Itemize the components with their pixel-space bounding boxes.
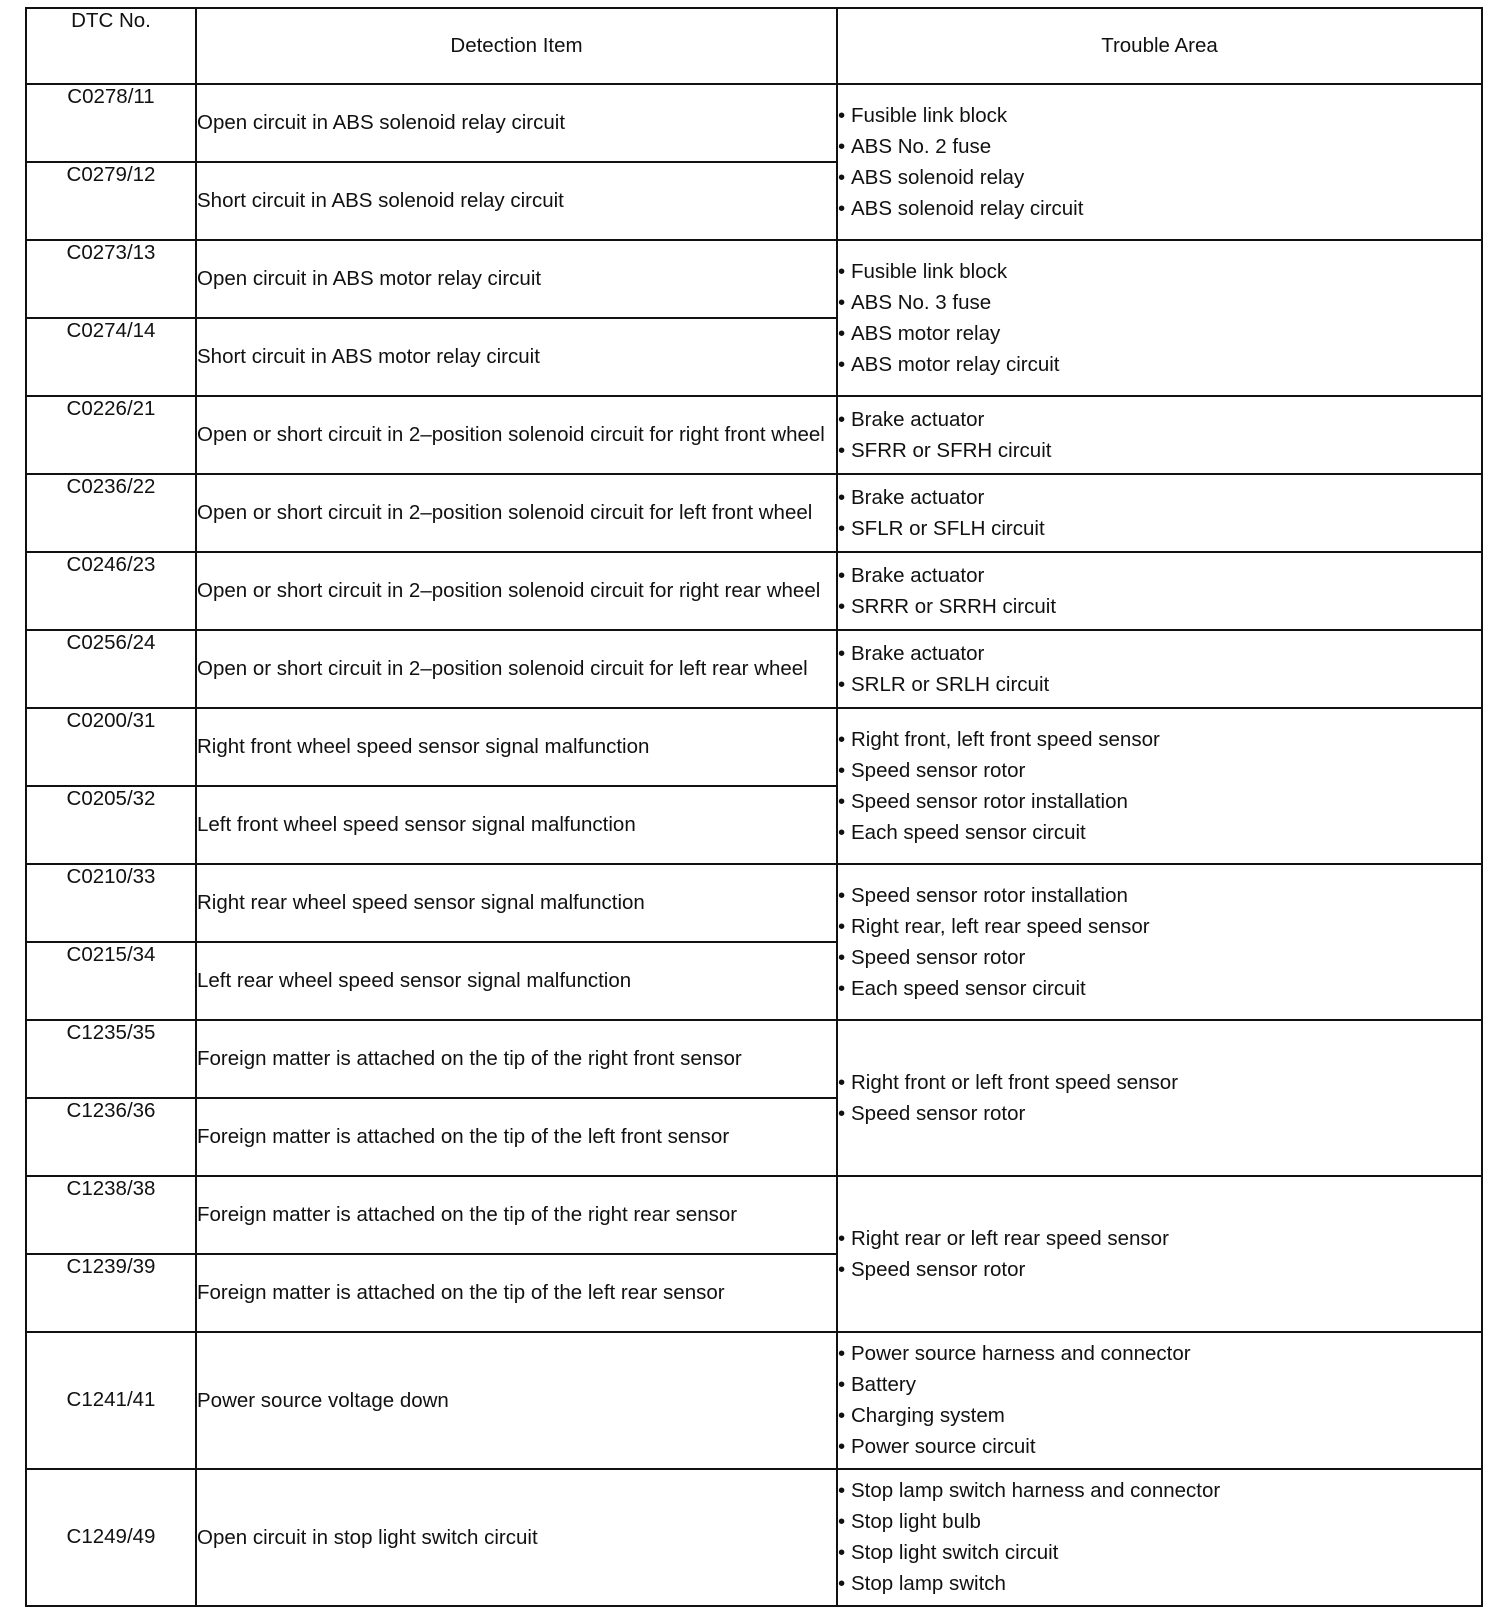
trouble-area-item: • Battery [838, 1369, 1481, 1400]
trouble-area-cell [837, 1469, 1482, 1606]
trouble-area-item: • SRRR or SRRH circuit [838, 591, 1481, 622]
trouble-area-item: • ABS No. 3 fuse [838, 287, 1481, 318]
table-row [26, 474, 1482, 552]
trouble-area-cell [837, 1332, 1482, 1469]
detection-item-cell: Open circuit in ABS motor relay circuit [196, 240, 837, 318]
trouble-area-item: • Stop light switch circuit [838, 1537, 1481, 1568]
trouble-area-item: • Speed sensor rotor [838, 942, 1481, 973]
table-row [26, 396, 1482, 474]
trouble-area-item: • ABS solenoid relay circuit [838, 193, 1481, 224]
dtc-code-cell: C0215/34 [26, 942, 196, 1020]
trouble-area-item: • Stop light bulb [838, 1506, 1481, 1537]
trouble-area-item: • Fusible link block [838, 100, 1481, 131]
dtc-code-cell: C1249/49 [26, 1469, 196, 1606]
trouble-area-item: • Right front or left front speed sensor [838, 1067, 1481, 1098]
trouble-area-cell [837, 630, 1482, 708]
trouble-area-cell [837, 474, 1482, 552]
trouble-area-item: • Speed sensor rotor [838, 755, 1481, 786]
trouble-area-item: • Each speed sensor circuit [838, 817, 1481, 848]
table-row [26, 1332, 1482, 1469]
dtc-code-cell: C1241/41 [26, 1332, 196, 1469]
trouble-area-item: • Brake actuator [838, 638, 1481, 669]
trouble-area-item: • ABS solenoid relay [838, 162, 1481, 193]
table-row [26, 708, 1482, 786]
trouble-area-cell [837, 240, 1482, 396]
trouble-area-list [838, 638, 1481, 700]
trouble-area-item: • Speed sensor rotor installation [838, 880, 1481, 911]
dtc-code-cell: C0273/13 [26, 240, 196, 318]
trouble-area-item: • SFRR or SFRH circuit [838, 435, 1481, 466]
dtc-code-cell: C0200/31 [26, 708, 196, 786]
dtc-code-cell: C0274/14 [26, 318, 196, 396]
dtc-code-cell: C0205/32 [26, 786, 196, 864]
table-row [26, 552, 1482, 630]
table-row [26, 1469, 1482, 1606]
header-row [26, 8, 1482, 84]
detection-item-cell: Right front wheel speed sensor signal malfunction [196, 708, 837, 786]
header-dtc-no: DTC No. [26, 8, 196, 84]
trouble-area-item: • Fusible link block [838, 256, 1481, 287]
header-trouble-area: Trouble Area [837, 8, 1482, 84]
detection-item-cell: Open or short circuit in 2–position solenoid circuit for right rear wheel [196, 552, 837, 630]
trouble-area-item: • Speed sensor rotor [838, 1254, 1481, 1285]
detection-item-cell: Power source voltage down [196, 1332, 837, 1469]
trouble-area-list [838, 1475, 1481, 1599]
trouble-area-cell [837, 1020, 1482, 1176]
dtc-table [25, 7, 1483, 1607]
trouble-area-list [838, 1223, 1481, 1285]
dtc-code-cell: C0256/24 [26, 630, 196, 708]
trouble-area-list [838, 1067, 1481, 1129]
trouble-area-item: • Brake actuator [838, 482, 1481, 513]
detection-item-cell: Left front wheel speed sensor signal malfunction [196, 786, 837, 864]
trouble-area-cell [837, 864, 1482, 1020]
detection-item-cell: Open circuit in stop light switch circuit [196, 1469, 837, 1606]
dtc-code-cell: C0236/22 [26, 474, 196, 552]
table-row [26, 1176, 1482, 1254]
detection-item-cell: Open or short circuit in 2–position solenoid circuit for left front wheel [196, 474, 837, 552]
trouble-area-item: • ABS motor relay [838, 318, 1481, 349]
dtc-code-cell: C0246/23 [26, 552, 196, 630]
trouble-area-list [838, 560, 1481, 622]
trouble-area-item: • Brake actuator [838, 404, 1481, 435]
trouble-area-cell [837, 708, 1482, 864]
trouble-area-item: • ABS motor relay circuit [838, 349, 1481, 380]
table-row [26, 630, 1482, 708]
detection-item-cell: Foreign matter is attached on the tip of the right front sensor [196, 1020, 837, 1098]
trouble-area-item: • Speed sensor rotor [838, 1098, 1481, 1129]
detection-item-cell: Short circuit in ABS motor relay circuit [196, 318, 837, 396]
trouble-area-list [838, 256, 1481, 380]
trouble-area-cell [837, 1176, 1482, 1332]
dtc-code-cell: C1239/39 [26, 1254, 196, 1332]
table-row [26, 84, 1482, 162]
trouble-area-item: • Right rear, left rear speed sensor [838, 911, 1481, 942]
trouble-area-cell [837, 552, 1482, 630]
dtc-code-cell: C1235/35 [26, 1020, 196, 1098]
table-row [26, 864, 1482, 942]
trouble-area-item: • ABS No. 2 fuse [838, 131, 1481, 162]
trouble-area-item: • Power source harness and connector [838, 1338, 1481, 1369]
dtc-code-cell: C1238/38 [26, 1176, 196, 1254]
dtc-code-cell: C0210/33 [26, 864, 196, 942]
dtc-code-cell: C0226/21 [26, 396, 196, 474]
trouble-area-item: • Stop lamp switch [838, 1568, 1481, 1599]
trouble-area-item: • Speed sensor rotor installation [838, 786, 1481, 817]
dtc-code-cell: C1236/36 [26, 1098, 196, 1176]
trouble-area-item: • Each speed sensor circuit [838, 973, 1481, 1004]
trouble-area-list [838, 880, 1481, 1004]
detection-item-cell: Foreign matter is attached on the tip of the left front sensor [196, 1098, 837, 1176]
trouble-area-list [838, 1338, 1481, 1462]
table-row [26, 240, 1482, 318]
trouble-area-item: • Stop lamp switch harness and connector [838, 1475, 1481, 1506]
trouble-area-cell [837, 396, 1482, 474]
trouble-area-item: • Power source circuit [838, 1431, 1481, 1462]
trouble-area-list [838, 482, 1481, 544]
detection-item-cell: Short circuit in ABS solenoid relay circuit [196, 162, 837, 240]
trouble-area-item: • Brake actuator [838, 560, 1481, 591]
detection-item-cell: Open or short circuit in 2–position solenoid circuit for right front wheel [196, 396, 837, 474]
trouble-area-item: • Right front, left front speed sensor [838, 724, 1481, 755]
trouble-area-list [838, 404, 1481, 466]
dtc-table-body [26, 84, 1482, 1606]
table-row [26, 1020, 1482, 1098]
trouble-area-item: • SFLR or SFLH circuit [838, 513, 1481, 544]
detection-item-cell: Foreign matter is attached on the tip of the right rear sensor [196, 1176, 837, 1254]
trouble-area-item: • Right rear or left rear speed sensor [838, 1223, 1481, 1254]
detection-item-cell: Right rear wheel speed sensor signal malfunction [196, 864, 837, 942]
detection-item-cell: Left rear wheel speed sensor signal malfunction [196, 942, 837, 1020]
header-detection-item: Detection Item [196, 8, 837, 84]
dtc-code-cell: C0278/11 [26, 84, 196, 162]
trouble-area-item: • Charging system [838, 1400, 1481, 1431]
trouble-area-list [838, 724, 1481, 848]
detection-item-cell: Foreign matter is attached on the tip of the left rear sensor [196, 1254, 837, 1332]
trouble-area-cell [837, 84, 1482, 240]
detection-item-cell: Open circuit in ABS solenoid relay circuit [196, 84, 837, 162]
detection-item-cell: Open or short circuit in 2–position solenoid circuit for left rear wheel [196, 630, 837, 708]
trouble-area-list [838, 100, 1481, 224]
dtc-code-cell: C0279/12 [26, 162, 196, 240]
trouble-area-item: • SRLR or SRLH circuit [838, 669, 1481, 700]
